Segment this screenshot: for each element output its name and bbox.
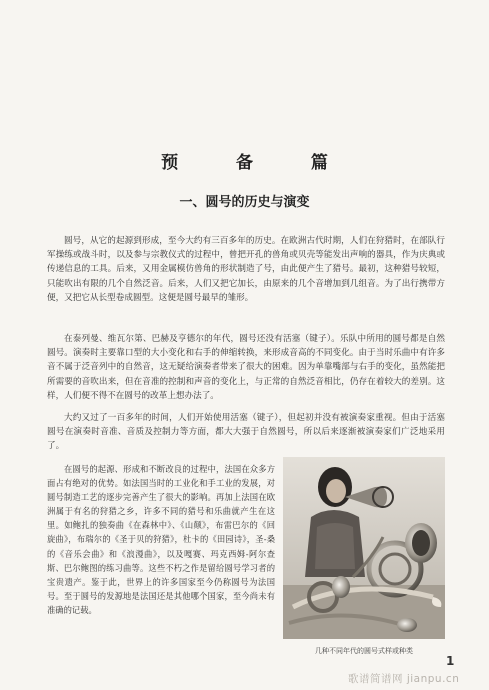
section-title: 预 备 篇 bbox=[161, 153, 354, 173]
horn-collection-photo bbox=[283, 457, 445, 639]
horns-illustration bbox=[283, 457, 445, 639]
page-number: 1 bbox=[446, 654, 455, 668]
paragraph-valve-horn: 大约又过了一百多年的时间，人们开始使用活塞（键子），但起初并没有被演奏家重视。但由于活塞圆号在演奏时音准、音质及控制力等方面，都大大强于自然圆号，所以后来逐渐被演奏家们广泛地采用了。 bbox=[47, 413, 445, 452]
chapter-heading: 一、圆号的历史与演变 bbox=[179, 195, 310, 210]
paragraph-natural-horn: 在泰列曼、维瓦尔第、巴赫及亨德尔的年代，圆号还没有活塞（键子）。乐队中所用的圆号都是自然圆号。演奏时主要靠口型的大小变化和右手的伸缩转换，来形成音高的不同变化。由于当时乐曲中有许多音不属于泛音列中的自然音，这无疑给演奏者带来了很大的困难。因为单靠嘴部与右手的变化，虽然能把所需要的音吹出来，但在音准的控制和声音的变化上，与正常的自然泛音相比，仍存在着较大的差别。这样，人们便不得不在圆号的改革上想办法了。 bbox=[47, 334, 445, 401]
site-watermark: 歌谱简谱网 jianpu.cn bbox=[348, 673, 460, 685]
photo-caption: 几种不同年代的圆号式样或种类 bbox=[315, 647, 413, 655]
paragraph-france-origin: 在圆号的起源、形成和不断改良的过程中，法国在众多方面占有绝对的优势。如法国当时的工业化和手工业的发展，对圆号制造工艺的逐步完善产生了很大的影响。再加上法国在欧洲属于有名的狩猎之乡，许多不同的猎号和乐曲就产生在这里。如鲍扎的独奏曲《在森林中》、《山颠》，布雷巴尔的《回旋曲》，布瑞尔的《圣于贝的狩猎》，杜卡的《田园诗》，圣-桑的《音乐会曲》和《浪漫曲》，以及嘎赛、玛克西姆-阿尔查斯、巴尔鲍图的练习曲等。这些不朽之作是留给圆号学习者的宝贵遗产。鉴于此，世界上的许多国家至今仍称圆号为法国号。至于圆号的发源地是法国还是其他哪个国家，至今尚未有准确的记载。 bbox=[47, 464, 275, 615]
paragraph-history: 圆号，从它的起源到形成，至今大约有三百多年的历史。在欧洲古代时期，人们在狩猎时，在部队行军操练或战斗时，以及参与宗教仪式的过程中，曾把开孔的兽角或贝壳等能发出声响的器具，作为庆典或传递信息的工具。后来，又用金属模仿兽角的形状制造了号，由此便产生了猎号。最初，这种猎号较短，只能吹出有限的几个自然泛音。后来，人们又把它加长，由原来的几个音增加到几组音。为了出行携带方便，又把它从长型卷成圆型。这便是圆号最早的雏形。 bbox=[47, 236, 445, 303]
